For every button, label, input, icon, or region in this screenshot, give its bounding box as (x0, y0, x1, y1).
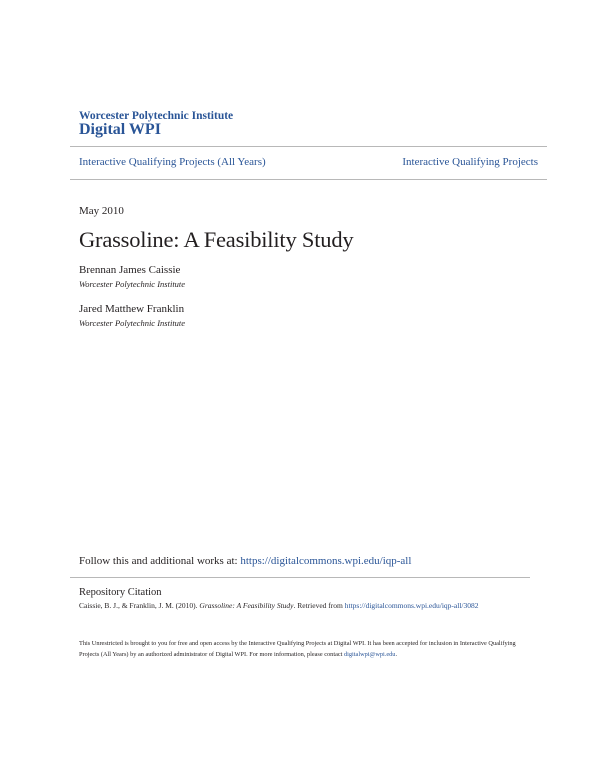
author-affiliation: Worcester Polytechnic Institute (79, 318, 186, 328)
nav-link-iqp[interactable]: Interactive Qualifying Projects (402, 156, 538, 168)
citation-prefix: Caissie, B. J., & Franklin, J. M. (2010). (79, 601, 200, 610)
nav-link-all-years[interactable]: Interactive Qualifying Projects (All Years) (79, 156, 266, 168)
follow-text: Follow this and additional works at: (79, 555, 241, 567)
citation-title: Grassoline: A Feasibility Study (199, 601, 294, 610)
divider-citation (70, 577, 530, 578)
divider-top (70, 146, 547, 147)
document-title: Grassoline: A Feasibility Study (79, 227, 354, 252)
citation-heading: Repository Citation (79, 587, 162, 598)
citation-text (79, 601, 479, 610)
contact-email-link[interactable]: digitalwpi@wpi.edu (344, 651, 396, 658)
repository-name[interactable]: Digital WPI (79, 121, 161, 138)
divider-nav (70, 179, 547, 180)
follow-line (79, 555, 411, 567)
citation-link[interactable]: https://digitalcommons.wpi.edu/iqp-all/3082 (344, 601, 479, 610)
citation-middle: . Retrieved from (293, 601, 345, 610)
institution-name: Worcester Polytechnic Institute (79, 110, 234, 122)
author-name: Jared Matthew Franklin (79, 303, 185, 315)
access-notice (79, 638, 519, 660)
notice-text: This Unrestricted is brought to you for free and open access by the Interactive Qualifying Projects at Digital WPI. It has been accepted for inclusion in Interactive Qualifying Projects (All Years) by an authorized administrator of Digital WPI. For more information, please contact (79, 640, 516, 658)
author-name: Brennan James Caissie (79, 264, 181, 276)
follow-link[interactable]: https://digitalcommons.wpi.edu/iqp-all (240, 555, 412, 567)
author-affiliation: Worcester Polytechnic Institute (79, 279, 186, 289)
notice-end: . (395, 651, 398, 658)
publication-date: May 2010 (79, 205, 124, 217)
